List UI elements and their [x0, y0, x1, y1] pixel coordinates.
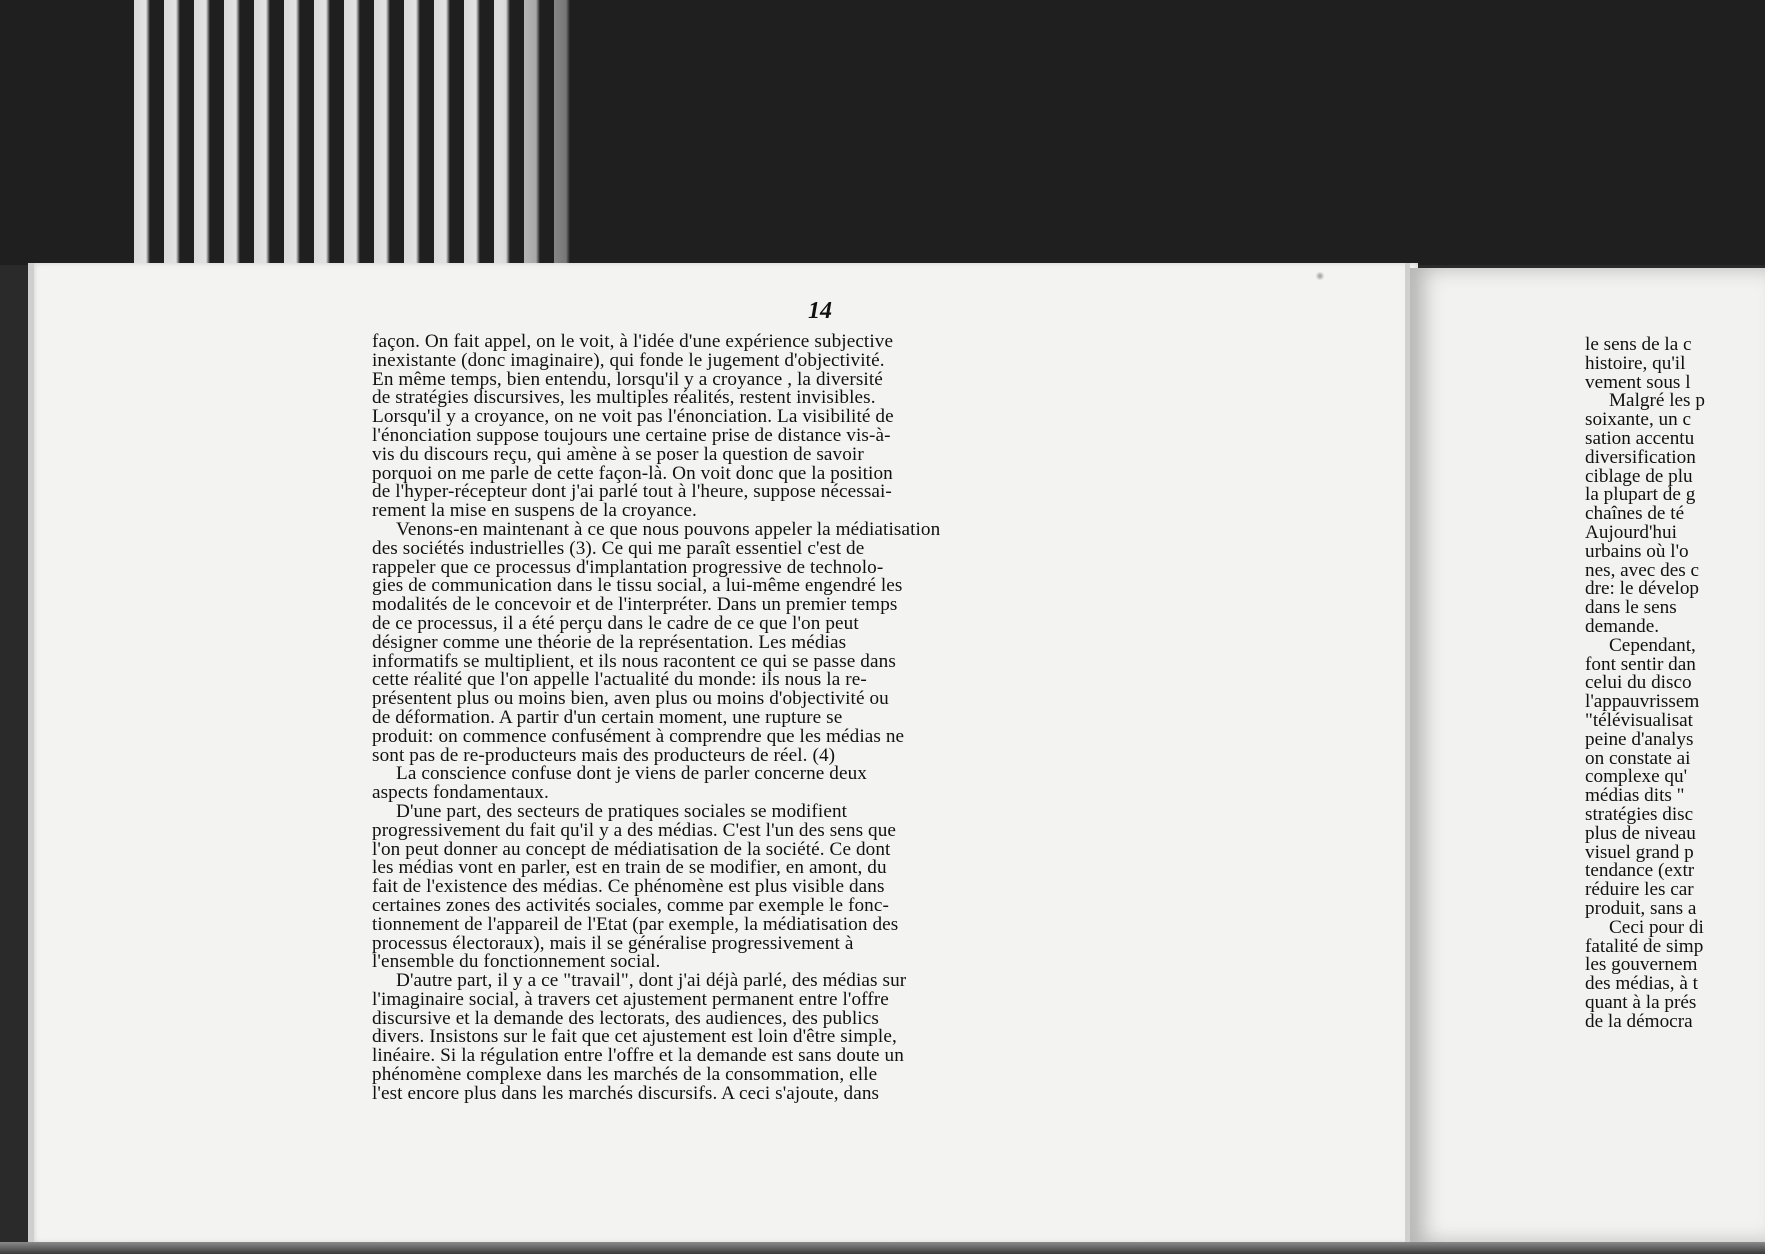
text-line: produit: on commence confusément à comprendre que les médias ne	[372, 725, 905, 747]
text-line: l'imaginaire social, à travers cet ajustement permanent entre l'offre	[372, 988, 889, 1010]
text-line: D'autre part, il y a ce "travail", dont j'ai déjà parlé, des médias sur	[396, 970, 907, 992]
text-line: soixante, un c	[1585, 409, 1692, 431]
text-line: dans le sens	[1585, 597, 1677, 619]
text-line: réduire les car	[1585, 879, 1694, 901]
text-line: aspects fondamentaux.	[372, 782, 549, 804]
text-line: urbains où l'o	[1585, 540, 1689, 562]
text-line: Ceci pour di	[1609, 916, 1704, 938]
text-line: complexe qu'	[1585, 766, 1688, 788]
text-line: La conscience confuse dont je viens de parler concerne deux	[396, 763, 867, 785]
text-line: font sentir dan	[1585, 653, 1696, 675]
text-line: des médias, à t	[1585, 973, 1698, 995]
text-line: phénomène complexe dans les marchés de la consommation, elle	[372, 1064, 878, 1086]
text-line: plus de niveau	[1585, 822, 1696, 844]
text-line: certaines zones des activités sociales, comme par exemple le fonc-	[372, 894, 889, 916]
text-line: divers. Insistons sur le fait que cet ajustement est loin d'être simple,	[372, 1026, 897, 1048]
text-line: stratégies disc	[1585, 803, 1694, 825]
text-line: l'énonciation suppose toujours une certaine prise de distance vis-à-	[372, 424, 891, 446]
text-line: désigner comme une théorie de la représentation. Les médias	[372, 631, 847, 653]
text-line: porquoi on me parle de cette façon-là. On voit donc que la position	[372, 462, 893, 484]
paper-speck	[1315, 272, 1325, 280]
text-line: les gouvernem	[1585, 954, 1698, 976]
text-line: demande.	[1585, 615, 1660, 637]
text-line: sation accentu	[1585, 427, 1695, 449]
text-line: histoire, qu'il	[1585, 352, 1686, 374]
text-line: de ce processus, il a été perçu dans le cadre de ce que l'on peut	[372, 612, 859, 634]
text-line: produit, sans a	[1585, 897, 1697, 919]
text-line: ciblage de plu	[1585, 465, 1693, 487]
text-line: de la démocra	[1585, 1010, 1693, 1032]
text-line: gies de communication dans le tissu social, a lui-même engendré les	[372, 575, 903, 597]
text-line: médias dits "	[1585, 785, 1685, 807]
right-page-text	[1585, 336, 1765, 1031]
text-line: le sens de la c	[1585, 336, 1692, 355]
text-line: vement sous l	[1585, 371, 1691, 393]
text-line: façon. On fait appel, on le voit, à l'idée d'une expérience subjective	[372, 331, 894, 352]
text-line: vis du discours reçu, qui amène à se poser la question de savoir	[372, 443, 864, 465]
text-line: quant à la prés	[1585, 991, 1697, 1013]
text-line: les médias vont en parler, est en train de se modifier, en amont, du	[372, 857, 887, 879]
text-line: diversification	[1585, 446, 1696, 468]
text-line: rappeler que ce processus d'implantation progressive de technolo-	[372, 556, 884, 578]
text-line: inexistante (donc imaginaire), qui fonde le jugement d'objectivité.	[372, 349, 885, 371]
text-line: Aujourd'hui	[1585, 521, 1677, 543]
text-line: D'une part, des secteurs de pratiques sociales se modifient	[396, 800, 848, 822]
scanner-stripes-fade	[500, 0, 620, 265]
text-line: progressivement du fait qu'il y a des médias. C'est l'un des sens que	[372, 819, 897, 841]
text-line: celui du disco	[1585, 672, 1692, 694]
text-line: des sociétés industrielles (3). Ce qui me paraît essentiel c'est de	[372, 537, 865, 559]
text-line: sont pas de re-producteurs mais des producteurs de réel. (4)	[372, 744, 836, 766]
text-line: peine d'analys	[1585, 728, 1694, 750]
text-line: fait de l'existence des médias. Ce phénomène est plus visible dans	[372, 876, 885, 898]
text-line: l'on peut donner au concept de médiatisation de la société. Ce dont	[372, 838, 891, 860]
text-line: modalités de le concevoir et de l'interpréter. Dans un premier temps	[372, 594, 898, 616]
text-line: Lorsqu'il y a croyance, on ne voit pas l'énonciation. La visibilité de	[372, 406, 894, 428]
text-line: En même temps, bien entendu, lorsqu'il y a croyance , la diversité	[372, 368, 883, 390]
text-line: processus électoraux), mais il se généralise progressivement à	[372, 932, 854, 954]
text-line: de stratégies discursives, les multiples réalités, restent invisibles.	[372, 387, 876, 409]
left-page-text	[372, 333, 1242, 1104]
text-line: nes, avec des c	[1585, 559, 1700, 581]
text-line: présentent plus ou moins bien, aven plus ou moins d'objectivité ou	[372, 688, 889, 710]
text-line: rement la mise en suspens de la croyance.	[372, 500, 697, 522]
text-line: l'est encore plus dans les marchés discursifs. A ceci s'ajoute, dans	[372, 1082, 880, 1104]
text-line: chaînes de té	[1585, 503, 1685, 525]
text-line: Cependant,	[1609, 634, 1696, 656]
text-line: on constate ai	[1585, 747, 1691, 769]
text-line: l'ensemble du fonctionnement social.	[372, 951, 661, 973]
text-line: de l'hyper-récepteur dont j'ai parlé tout à l'heure, suppose nécessai-	[372, 481, 892, 503]
text-line: de déformation. A partir d'un certain moment, une rupture se	[372, 706, 843, 728]
page-number: 14	[808, 298, 832, 324]
text-line: tionnement de l'appareil de l'Etat (par exemple, la médiatisation des	[372, 913, 899, 935]
text-line: l'appauvrissem	[1585, 691, 1700, 713]
text-line: Venons-en maintenant à ce que nous pouvons appeler la médiatisation	[396, 518, 941, 540]
text-line: informatifs se multiplient, et ils nous racontent ce qui se passe dans	[372, 650, 896, 672]
text-line: dre: le dévelop	[1585, 578, 1700, 600]
text-line: visuel grand p	[1585, 841, 1694, 863]
text-line: linéaire. Si la régulation entre l'offre et la demande est sans doute un	[372, 1045, 904, 1067]
text-line: fatalité de simp	[1585, 935, 1704, 957]
text-line: cette réalité que l'on appelle l'actualité du monde: ils nous la re-	[372, 669, 867, 691]
text-line: discursive et la demande des lectorats, des audiences, des publics	[372, 1007, 879, 1029]
text-line: tendance (extr	[1585, 860, 1695, 882]
text-line: Malgré les p	[1609, 390, 1705, 412]
text-line: "télévisualisat	[1585, 709, 1694, 731]
text-line: la plupart de g	[1585, 484, 1696, 506]
scan-bottom-edge	[0, 1242, 1765, 1254]
